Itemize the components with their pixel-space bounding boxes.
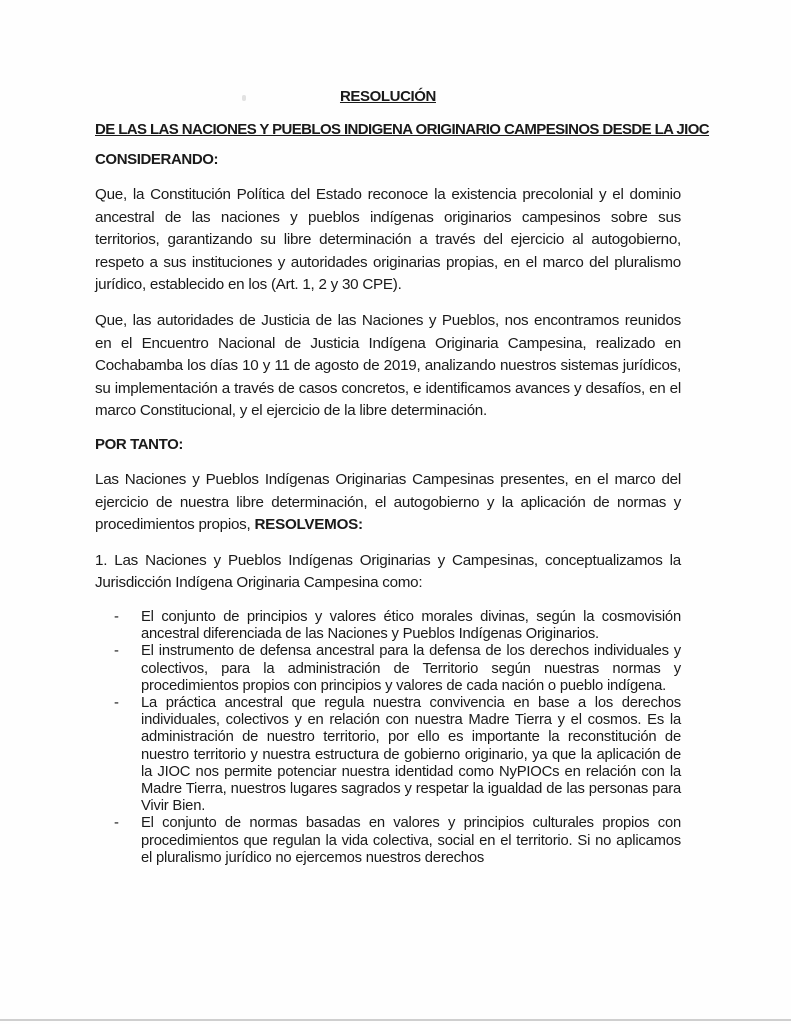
bullet-dash: - bbox=[114, 694, 119, 711]
page-bottom-edge bbox=[0, 1019, 791, 1021]
resolvemos-label: RESOLVEMOS: bbox=[254, 516, 363, 534]
jioc-definition-list bbox=[95, 609, 681, 867]
bullet-dash: - bbox=[114, 608, 119, 625]
considerando-paragraph-2: Que, las autoridades de Justicia de las Naciones y Pueblos, nos encontramos reunidos en el Encuentro Nacional de Justicia Indígena Originaria Campesina, realizado en Cochabamba los días 10 y 11 de agosto de 2019, analizando nuestros sistemas jurídicos, su implementación a través de casos concretos, e identificamos avances y desafíos, en el marco Constitucional, y el ejercicio de la libre determinación. bbox=[95, 311, 681, 420]
document-subtitle: DE LAS LAS NACIONES Y PUEBLOS INDIGENA ORIGINARIO CAMPESINOS DESDE LA JIOC bbox=[95, 121, 710, 138]
list-item-text: La práctica ancestral que regula nuestra convivencia en base a los derechos individuales, colectivos y en relación con nuestra Madre Tierra y el cosmos. Es la administración de nuestro territorio, por ello es importante la reconstitución de nuestro territorio y nuestra estructura de gobierno originario, ya que la aplicación de la JIOC nos permite potenciar nuestra identidad como NyPIOCs en relación con la Madre Tierra, nuestros lugares sagrados y respetar la igualdad de las personas para Vivir Bien. bbox=[141, 694, 681, 815]
considerando-paragraph-1: Que, la Constitución Política del Estado reconoce la existencia precolonial y el dominio ancestral de las naciones y pueblos indígenas originarios campesinos sobre sus territorios, garantizando su libre determinación a través del ejercicio al autogobierno, respeto a sus instituciones y autoridades originarias propias, en el marco del pluralismo jurídico, establecido en los (Art. 1, 2 y 30 CPE). bbox=[95, 186, 681, 294]
list-item bbox=[114, 643, 681, 695]
list-item-text: El conjunto de normas basadas en valores y principios culturales propios con procedimientos que regulan la vida colectiva, social en el territorio. Si no aplicamos el pluralismo jurídico no ejercemos nuestros derechos bbox=[141, 815, 681, 866]
list-item-text: El conjunto de principios y valores ético morales divinas, según la cosmovisión ancestral diferenciada de las Naciones y Pueblos Indígenas Originarios. bbox=[141, 608, 681, 643]
por-tanto-text: Las Naciones y Pueblos Indígenas Originarias Campesinas presentes, en el marco del ejercicio de nuestra libre determinación, el autogobierno y la aplicación de normas y procedimientos propios, bbox=[95, 470, 681, 534]
por-tanto-heading: POR TANTO: bbox=[95, 435, 183, 453]
por-tanto-paragraph bbox=[95, 469, 681, 537]
list-item-text: El instrumento de defensa ancestral para la defensa de los derechos individuales y colectivos, para la administración de Territorio según nuestras normas y procedimientos propios con principios y valores de cada nación o pueblo indígena. bbox=[141, 643, 681, 694]
bullet-dash: - bbox=[114, 815, 119, 832]
resolution-1-intro: 1. Las Naciones y Pueblos Indígenas Originarias y Campesinas, conceptualizamos la Jurisdicción Indígena Originaria Campesina como: bbox=[95, 551, 681, 592]
list-item bbox=[114, 608, 681, 643]
bullet-dash: - bbox=[114, 643, 119, 660]
document-body bbox=[95, 88, 710, 867]
document-title: RESOLUCIÓN bbox=[339, 88, 436, 105]
list-item bbox=[114, 694, 681, 815]
list-item bbox=[114, 815, 681, 867]
considerando-heading: CONSIDERANDO: bbox=[95, 151, 219, 168]
